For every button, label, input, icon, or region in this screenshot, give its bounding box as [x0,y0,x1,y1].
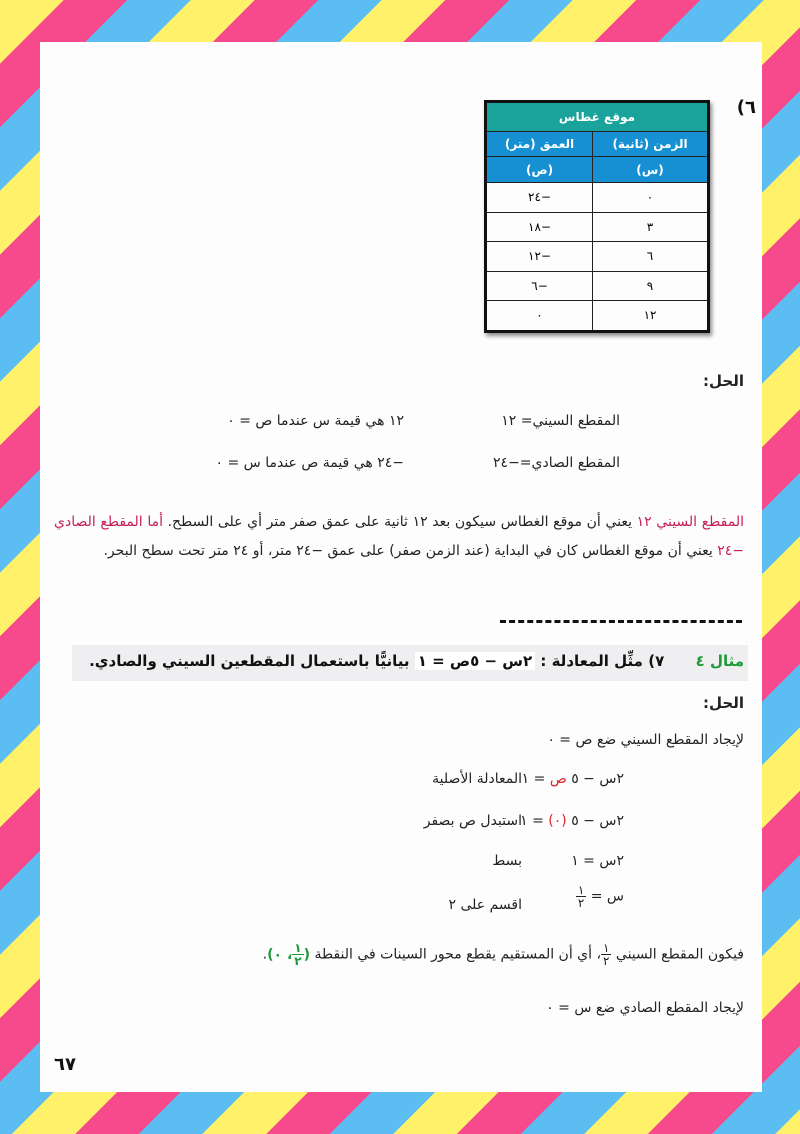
step3-note: بسط [492,853,522,869]
table-row [486,301,709,332]
x-intercept-statement: المقطع السيني= ١٢ [501,413,620,429]
y-intercept-note: −٢٤ هي قيمة ص عندما س = ٠ [215,455,404,471]
conclusion-fraction [601,942,611,967]
example-label: مثال ٤ [695,652,744,670]
fraction-denominator: ٢ [577,896,585,910]
y-intercept-meaning: يعني أن موقع الغطاس كان في البداية (عند الزمن صفر) على عمق −٢٤ متر، أو ٢٤ متر تحت سطح البحر. [103,543,718,559]
point-fraction [292,942,303,967]
example-equation: ٢س − ٥ص = ١ [415,652,535,670]
depth-cell: −١٢ [486,242,593,272]
table-row [486,212,709,242]
depth-cell: −٦ [486,271,593,301]
step2-lhs: ٢س − ٥ [566,813,624,829]
step4-variable: س = [590,888,624,905]
interpretation-paragraph [54,508,744,566]
example-title [89,652,744,670]
y-intercept-statement: المقطع الصادي=−٢٤ [493,455,620,471]
point-close-paren: ، ٠) [267,946,293,963]
step4-equation [576,884,624,909]
conclusion-sentence [263,942,744,967]
time-cell: ٣ [593,212,709,242]
depth-cell: −٢٤ [486,183,593,213]
time-column-header: الزمن (ثانية) [593,132,709,157]
fraction-numerator: ١ [294,941,302,955]
time-cell: ٩ [593,271,709,301]
point-open-paren: ( [303,946,311,963]
fraction-numerator: ١ [577,883,585,897]
y-intercept-instruction: لإيجاد المقطع الصادي ضع س = ٠ [546,1000,744,1016]
time-cell: ٦ [593,242,709,272]
solution2-label: الحل: [703,694,744,712]
step1-lhs: ٢س − ٥ [571,771,624,787]
time-variable-header: (س) [593,157,709,183]
solution-label: الحل: [703,372,744,390]
step1-note: المعادلة الأصلية [432,771,522,787]
conclusion-period: . [262,946,268,963]
step4-note: اقسم على ٢ [448,897,522,913]
time-cell: ٠ [593,183,709,213]
depth-cell: −١٨ [486,212,593,242]
conclusion-text-a: فيكون المقطع السيني [611,946,744,963]
step1-rhs: = ١ [521,771,550,787]
diver-position-table [484,100,710,333]
x-intercept-term: المقطع السيني ١٢ [636,514,744,530]
intercept-point [267,941,311,968]
fraction-denominator: ٢ [603,954,610,968]
table-row [486,271,709,301]
fraction-numerator: ١ [603,941,610,955]
conclusion-text-b: ، أي أن المستقيم يقطع محور السينات في النقطة [310,946,601,963]
section-divider [500,620,742,623]
fraction-denominator: ٢ [294,954,302,968]
table-caption: موقع غطاس [486,102,709,132]
step2-rhs: = ١ [520,813,549,829]
depth-column-header: العمق (متر) [486,132,593,157]
x-intercept-meaning: يعني أن موقع الغطاس سيكون بعد ١٢ ثانية على عمق صفر متر أي على السطح. [162,514,637,530]
depth-variable-header: (ص) [486,157,593,183]
table-row [486,242,709,272]
step2-equation [520,813,624,829]
step1-equation [522,771,624,787]
page-number: ٦٧ [54,1054,76,1075]
textbook-page [40,42,762,1092]
step3-equation: ٢س = ١ [571,853,624,869]
question-number: ٦) [736,97,756,118]
example-text-b: بيانيًّا باستعمال المقطعين السيني والصادي. [89,652,415,670]
example-text-a: مثِّل المعادلة : [535,652,643,670]
example-number: ٧) [648,652,665,670]
step4-fraction [576,884,586,909]
step2-note: استبدل ص بصفر [423,813,522,829]
transition-word: أما [147,514,163,530]
y-intercept-term: المقطع الصادي −٢٤ [54,514,744,559]
step1-variable: ص [549,771,567,787]
time-cell: ١٢ [593,301,709,332]
x-intercept-instruction: لإيجاد المقطع السيني ضع ص = ٠ [547,732,744,748]
table-row [486,183,709,213]
depth-cell: ٠ [486,301,593,332]
step2-substitution: (٠) [548,813,567,829]
x-intercept-note: ١٢ هي قيمة س عندما ص = ٠ [227,413,404,429]
